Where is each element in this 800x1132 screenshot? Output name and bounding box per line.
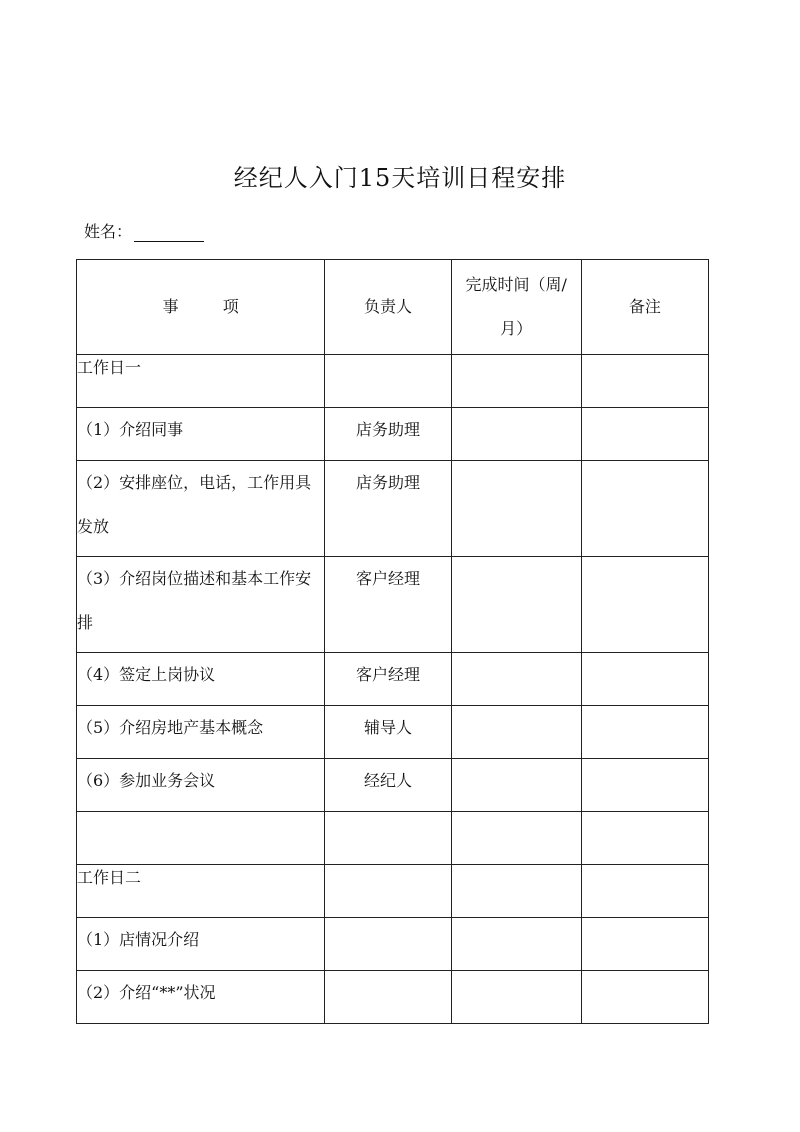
header-item-char2: 项 — [222, 297, 239, 316]
schedule-table — [76, 259, 709, 1024]
item-cell: （3）介绍岗位描述和基本工作安排 — [77, 557, 325, 653]
owner-cell: 客户经理 — [325, 557, 451, 653]
owner-cell — [325, 918, 451, 971]
completion-time-cell[interactable] — [451, 557, 581, 653]
table-row — [77, 408, 709, 461]
owner-cell: 经纪人 — [325, 759, 451, 812]
note-cell[interactable] — [581, 653, 708, 706]
owner-cell — [325, 355, 451, 408]
note-cell[interactable] — [581, 408, 708, 461]
completion-time-cell[interactable] — [451, 865, 581, 918]
note-cell[interactable] — [581, 971, 708, 1024]
table-row — [77, 918, 709, 971]
document-title: 经纪人入门15天培训日程安排 — [233, 164, 567, 192]
note-cell[interactable] — [581, 759, 708, 812]
note-cell[interactable] — [581, 918, 708, 971]
item-cell: （2）介绍“**”状况 — [77, 971, 325, 1024]
name-label: 姓名： — [84, 222, 133, 241]
header-time-line2: 月） — [500, 319, 533, 338]
header-time-line1: 完成时间（周/ — [465, 275, 567, 294]
table-row — [77, 653, 709, 706]
table-row — [77, 971, 709, 1024]
table-row — [77, 461, 709, 557]
completion-time-cell[interactable] — [451, 759, 581, 812]
item-cell: （1）介绍同事 — [77, 408, 325, 461]
completion-time-cell[interactable] — [451, 461, 581, 557]
completion-time-cell[interactable] — [451, 918, 581, 971]
item-cell: （6）参加业务会议 — [77, 759, 325, 812]
header-item-char1: 事 — [162, 297, 179, 316]
table-row — [77, 812, 709, 865]
completion-time-cell[interactable] — [451, 971, 581, 1024]
table-row — [77, 557, 709, 653]
table-body — [77, 355, 709, 1024]
owner-cell — [325, 812, 451, 865]
owner-cell: 店务助理 — [325, 408, 451, 461]
completion-time-cell[interactable] — [451, 812, 581, 865]
table-header-row — [77, 260, 709, 355]
owner-cell — [325, 971, 451, 1024]
table-row — [77, 706, 709, 759]
note-cell[interactable] — [581, 865, 708, 918]
day-header-row — [77, 865, 709, 918]
completion-time-cell[interactable] — [451, 408, 581, 461]
note-cell[interactable] — [581, 557, 708, 653]
completion-time-cell[interactable] — [451, 706, 581, 759]
item-cell — [77, 812, 325, 865]
completion-time-cell[interactable] — [451, 355, 581, 408]
day-header-row — [77, 355, 709, 408]
item-cell: （1）店情况介绍 — [77, 918, 325, 971]
header-owner: 负责人 — [325, 260, 451, 355]
note-cell[interactable] — [581, 355, 708, 408]
item-cell: （5）介绍房地产基本概念 — [77, 706, 325, 759]
item-cell: 工作日二 — [77, 865, 325, 918]
owner-cell: 店务助理 — [325, 461, 451, 557]
owner-cell: 辅导人 — [325, 706, 451, 759]
name-blank-line[interactable] — [134, 225, 204, 242]
completion-time-cell[interactable] — [451, 653, 581, 706]
note-cell[interactable] — [581, 812, 708, 865]
item-cell: （4）签定上岗协议 — [77, 653, 325, 706]
owner-cell: 客户经理 — [325, 653, 451, 706]
header-note: 备注 — [581, 260, 708, 355]
header-item — [77, 260, 325, 355]
table-row — [77, 759, 709, 812]
note-cell[interactable] — [581, 706, 708, 759]
item-cell: （2）安排座位，电话，工作用具发放 — [77, 461, 325, 557]
name-field — [84, 219, 204, 242]
header-completion-time — [451, 260, 581, 355]
item-cell: 工作日一 — [77, 355, 325, 408]
owner-cell — [325, 865, 451, 918]
note-cell[interactable] — [581, 461, 708, 557]
